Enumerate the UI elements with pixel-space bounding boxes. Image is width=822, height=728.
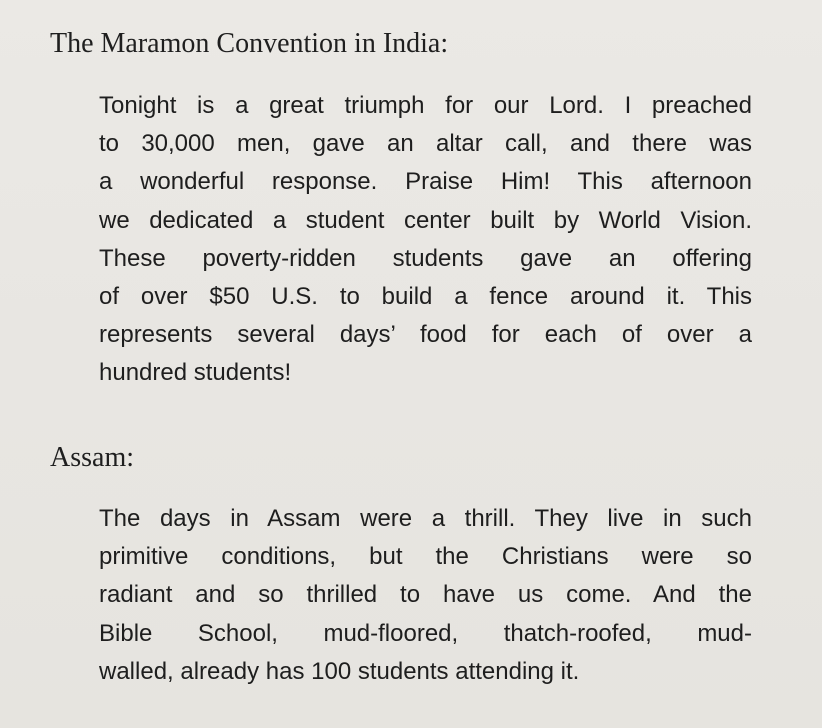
paragraph-maramon bbox=[99, 87, 752, 393]
paragraph-line: Bible School, mud-floored, thatch-roofed, mud- bbox=[99, 619, 752, 647]
paragraph-line: represents several days’ food for each of over a bbox=[99, 321, 752, 349]
paragraph-line: Tonight is a great triumph for our Lord. I preached bbox=[99, 92, 752, 119]
paragraph-line: walled, already has 100 students attending it. bbox=[99, 657, 580, 685]
paragraph-line: of over $50 U.S. to build a fence around it. This bbox=[99, 282, 752, 310]
section-heading-assam: Assam: bbox=[50, 442, 134, 473]
paragraph-assam bbox=[99, 500, 752, 691]
section-heading-maramon: The Maramon Convention in India: bbox=[50, 28, 449, 59]
paragraph-line: to 30,000 men, gave an altar call, and there was bbox=[99, 130, 752, 158]
paragraph-line: a wonderful response. Praise Him! This afternoon bbox=[99, 168, 752, 196]
paragraph-line: These poverty-ridden students gave an offering bbox=[99, 244, 752, 272]
paragraph-line: we dedicated a student center built by World Vision. bbox=[99, 206, 752, 234]
paragraph-line: The days in Assam were a thrill. They live in such bbox=[99, 505, 752, 532]
paragraph-line: primitive conditions, but the Christians were so bbox=[99, 543, 752, 571]
paragraph-line: hundred students! bbox=[99, 359, 292, 387]
paragraph-line: radiant and so thrilled to have us come. And the bbox=[99, 581, 752, 609]
